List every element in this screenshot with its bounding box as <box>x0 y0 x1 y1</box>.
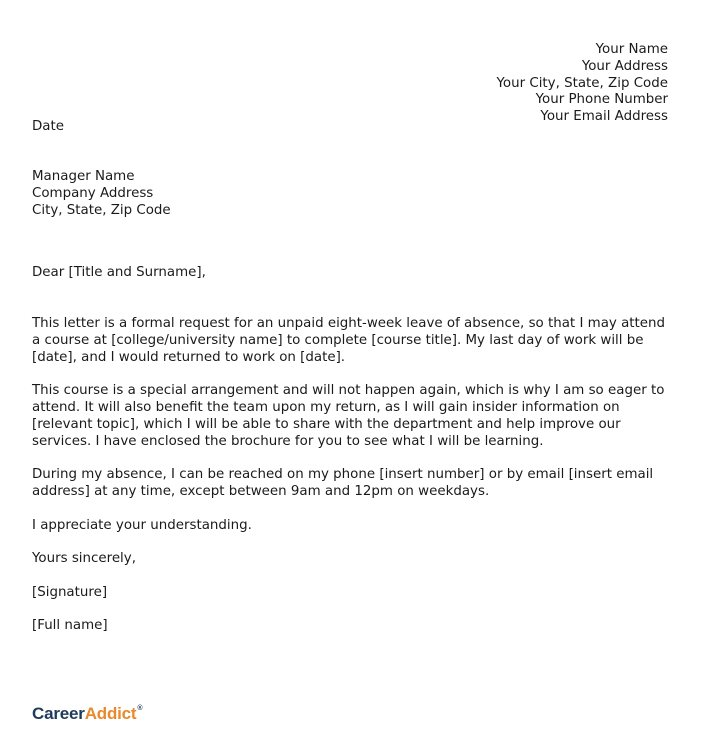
logo-career-text: Career <box>32 704 85 723</box>
body-paragraph: This letter is a formal request for an unpaid eight-week leave of absence, so that I may attend a course at [college/university name] to complete [course title]. My last day of work will be [date], and I would returned to work on [date]. <box>32 316 666 365</box>
body-paragraph: During my absence, I can be reached on my phone [insert number] or by email [insert email address] at any time, except between 9am and 12pm on weekdays. <box>32 467 654 499</box>
recipient-city: City, State, Zip Code <box>32 202 171 218</box>
sender-city: Your City, State, Zip Code <box>496 75 668 91</box>
closing: Yours sincerely, <box>32 551 136 567</box>
body-paragraph: This course is a special arrangement and will not happen again, which is why I am so eager to attend. It will also benefit the team upon my return, as I will gain insider information on [relevant topic], which I will be able to share with the department and help improve our services. I have enclosed the brochure for you to see what I will be learning. <box>32 383 665 449</box>
sender-address: Your Address <box>581 58 668 74</box>
salutation: Dear [Title and Surname], <box>32 265 206 280</box>
logo-addict-text: Addict <box>84 704 137 723</box>
sender-block <box>497 42 669 126</box>
recipient-name: Manager Name <box>32 169 135 184</box>
sender-email: Your Email Address <box>540 109 668 125</box>
sender-name: Your Name <box>595 42 668 57</box>
registered-mark: ® <box>137 705 143 712</box>
body-paragraph: I appreciate your understanding. <box>32 517 252 533</box>
recipient-address: Company Address <box>32 185 154 201</box>
careeraddict-logo <box>32 704 142 724</box>
full-name-placeholder: [Full name] <box>32 618 108 634</box>
sender-phone: Your Phone Number <box>535 92 668 108</box>
recipient-block <box>32 169 171 219</box>
letter-body <box>32 316 672 652</box>
letter-date: Date <box>32 119 65 134</box>
signature-placeholder: [Signature] <box>32 584 108 600</box>
